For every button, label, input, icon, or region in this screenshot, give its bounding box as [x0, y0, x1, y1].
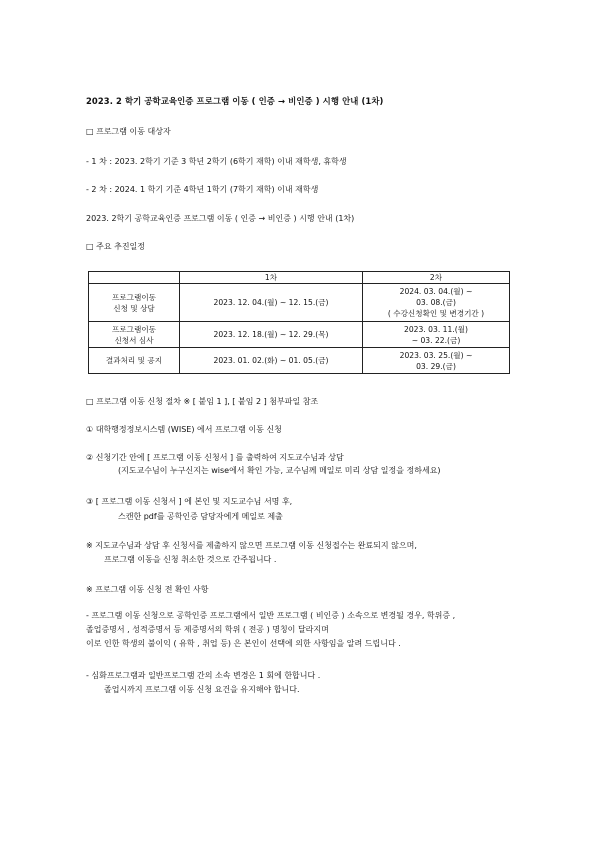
rule-bullet-line-2: 졸업시까지 프로그램 이동 신청 요건을 유지해야 합니다. [104, 685, 300, 694]
procedure-heading: □ 프로그램 이동 신청 절차 ※ [ 붙임 1 ], [ 붙임 2 ] 첨부파일 참조 [86, 397, 319, 406]
date-line: 03. 08.(금) [416, 298, 456, 307]
notice-line-2: 프로그램 이동을 신청 취소한 것으로 간주됩니다 . [104, 555, 277, 564]
row-label-line: 신청서 심사 [114, 335, 154, 345]
check-paragraph-line: 이로 인한 학생의 불이익 ( 유학 , 취업 등) 은 본인이 선택에 의한 사항임을 알려 드립니다 . [86, 639, 401, 648]
date-note: ( 수강신청확인 및 변경기간 ) [387, 309, 485, 318]
check-heading: ※ 프로그램 이동 신청 전 확인 사항 [86, 585, 209, 594]
schedule-table [88, 271, 510, 374]
procedure-step-1: ① 대학행정정보시스템 (WISE) 에서 프로그램 이동 신청 [86, 425, 282, 434]
second-round-date [363, 284, 510, 322]
row-label-line: 프로그램이동 [111, 292, 156, 302]
table-row [89, 284, 510, 322]
table-header-cell: 2차 [363, 272, 510, 284]
date-line: ~ 03. 22.(금) [411, 335, 461, 345]
notice-line-1: ※ 지도교수님과 상담 후 신청서를 제출하지 않으면 프로그램 이동 신청접수는 완료되지 않으며, [86, 541, 417, 550]
target-heading: □ 프로그램 이동 대상자 [86, 127, 171, 136]
table-header-row [89, 272, 510, 284]
first-round-date: 2023. 12. 04.(월) ~ 12. 15.(금) [180, 284, 363, 322]
procedure-step-2: ② 신청기간 안에 [ 프로그램 이동 신청서 ] 를 출력하여 지도교수님과 상담 [86, 453, 344, 462]
second-round-date [363, 322, 510, 348]
target-item-1: - 1 차 : 2023. 2학기 기준 3 학년 2학기 (6학기 재학) 이내 재학생, 휴학생 [86, 157, 347, 166]
check-paragraph-line: 졸업증명서 , 성적증명서 등 제증명서의 학위 ( 전공 ) 명칭이 달라지며 [86, 625, 329, 634]
check-paragraph-line: - 프로그램 이동 신청으로 공학인증 프로그램에서 일반 프로그램 ( 비인증 ) 소속으로 변경될 경우, 학위증 , [86, 611, 456, 620]
procedure-step-3: ③ [ 프로그램 이동 신청서 ] 에 본인 및 지도교수님 서명 후, [86, 497, 293, 506]
row-label [89, 322, 180, 348]
date-line: 03. 29.(금) [416, 361, 456, 371]
document-title: 2023. 2 학기 공학교육인증 프로그램 이동 ( 인증 → 비인증 ) 시행 안내 (1차) [86, 96, 384, 106]
date-line: 2023. 03. 11.(월) [404, 324, 468, 334]
table-row [89, 348, 510, 374]
rule-bullet-line-1: - 심화프로그램과 일반프로그램 간의 소속 변경은 1 회에 한합니다 . [86, 671, 321, 680]
row-label-line: 신청 및 상담 [113, 303, 155, 313]
repeated-title: 2023. 2학기 공학교육인증 프로그램 이동 ( 인증 → 비인증 ) 시행 안내 (1차) [86, 214, 355, 223]
row-label: 결과처리 및 공지 [89, 348, 180, 374]
schedule-heading: □ 주요 추진일정 [86, 242, 146, 251]
second-round-date [363, 348, 510, 374]
table-header-cell: 1차 [180, 272, 363, 284]
table-row [89, 322, 510, 348]
first-round-date: 2023. 01. 02.(화) ~ 01. 05.(금) [180, 348, 363, 374]
first-round-date: 2023. 12. 18.(월) ~ 12. 29.(목) [180, 322, 363, 348]
row-label-line: 프로그램이동 [111, 324, 156, 334]
procedure-step-3-note: 스캔한 pdf를 공학인증 담당자에게 메일로 제출 [118, 512, 283, 521]
row-label [89, 284, 180, 322]
date-line: 2024. 03. 04.(월) ~ [399, 287, 473, 296]
table-header-cell [89, 272, 180, 284]
procedure-step-2-note: (지도교수님이 누구신지는 wise에서 확인 가능, 교수님께 메일로 미리 상담 일정을 정하세요) [118, 466, 441, 475]
date-line: 2023. 03. 25.(월) ~ [399, 350, 473, 360]
target-item-2: - 2 차 : 2024. 1 학기 기준 4학년 1학기 (7학기 재학) 이내 재학생 [86, 185, 319, 194]
